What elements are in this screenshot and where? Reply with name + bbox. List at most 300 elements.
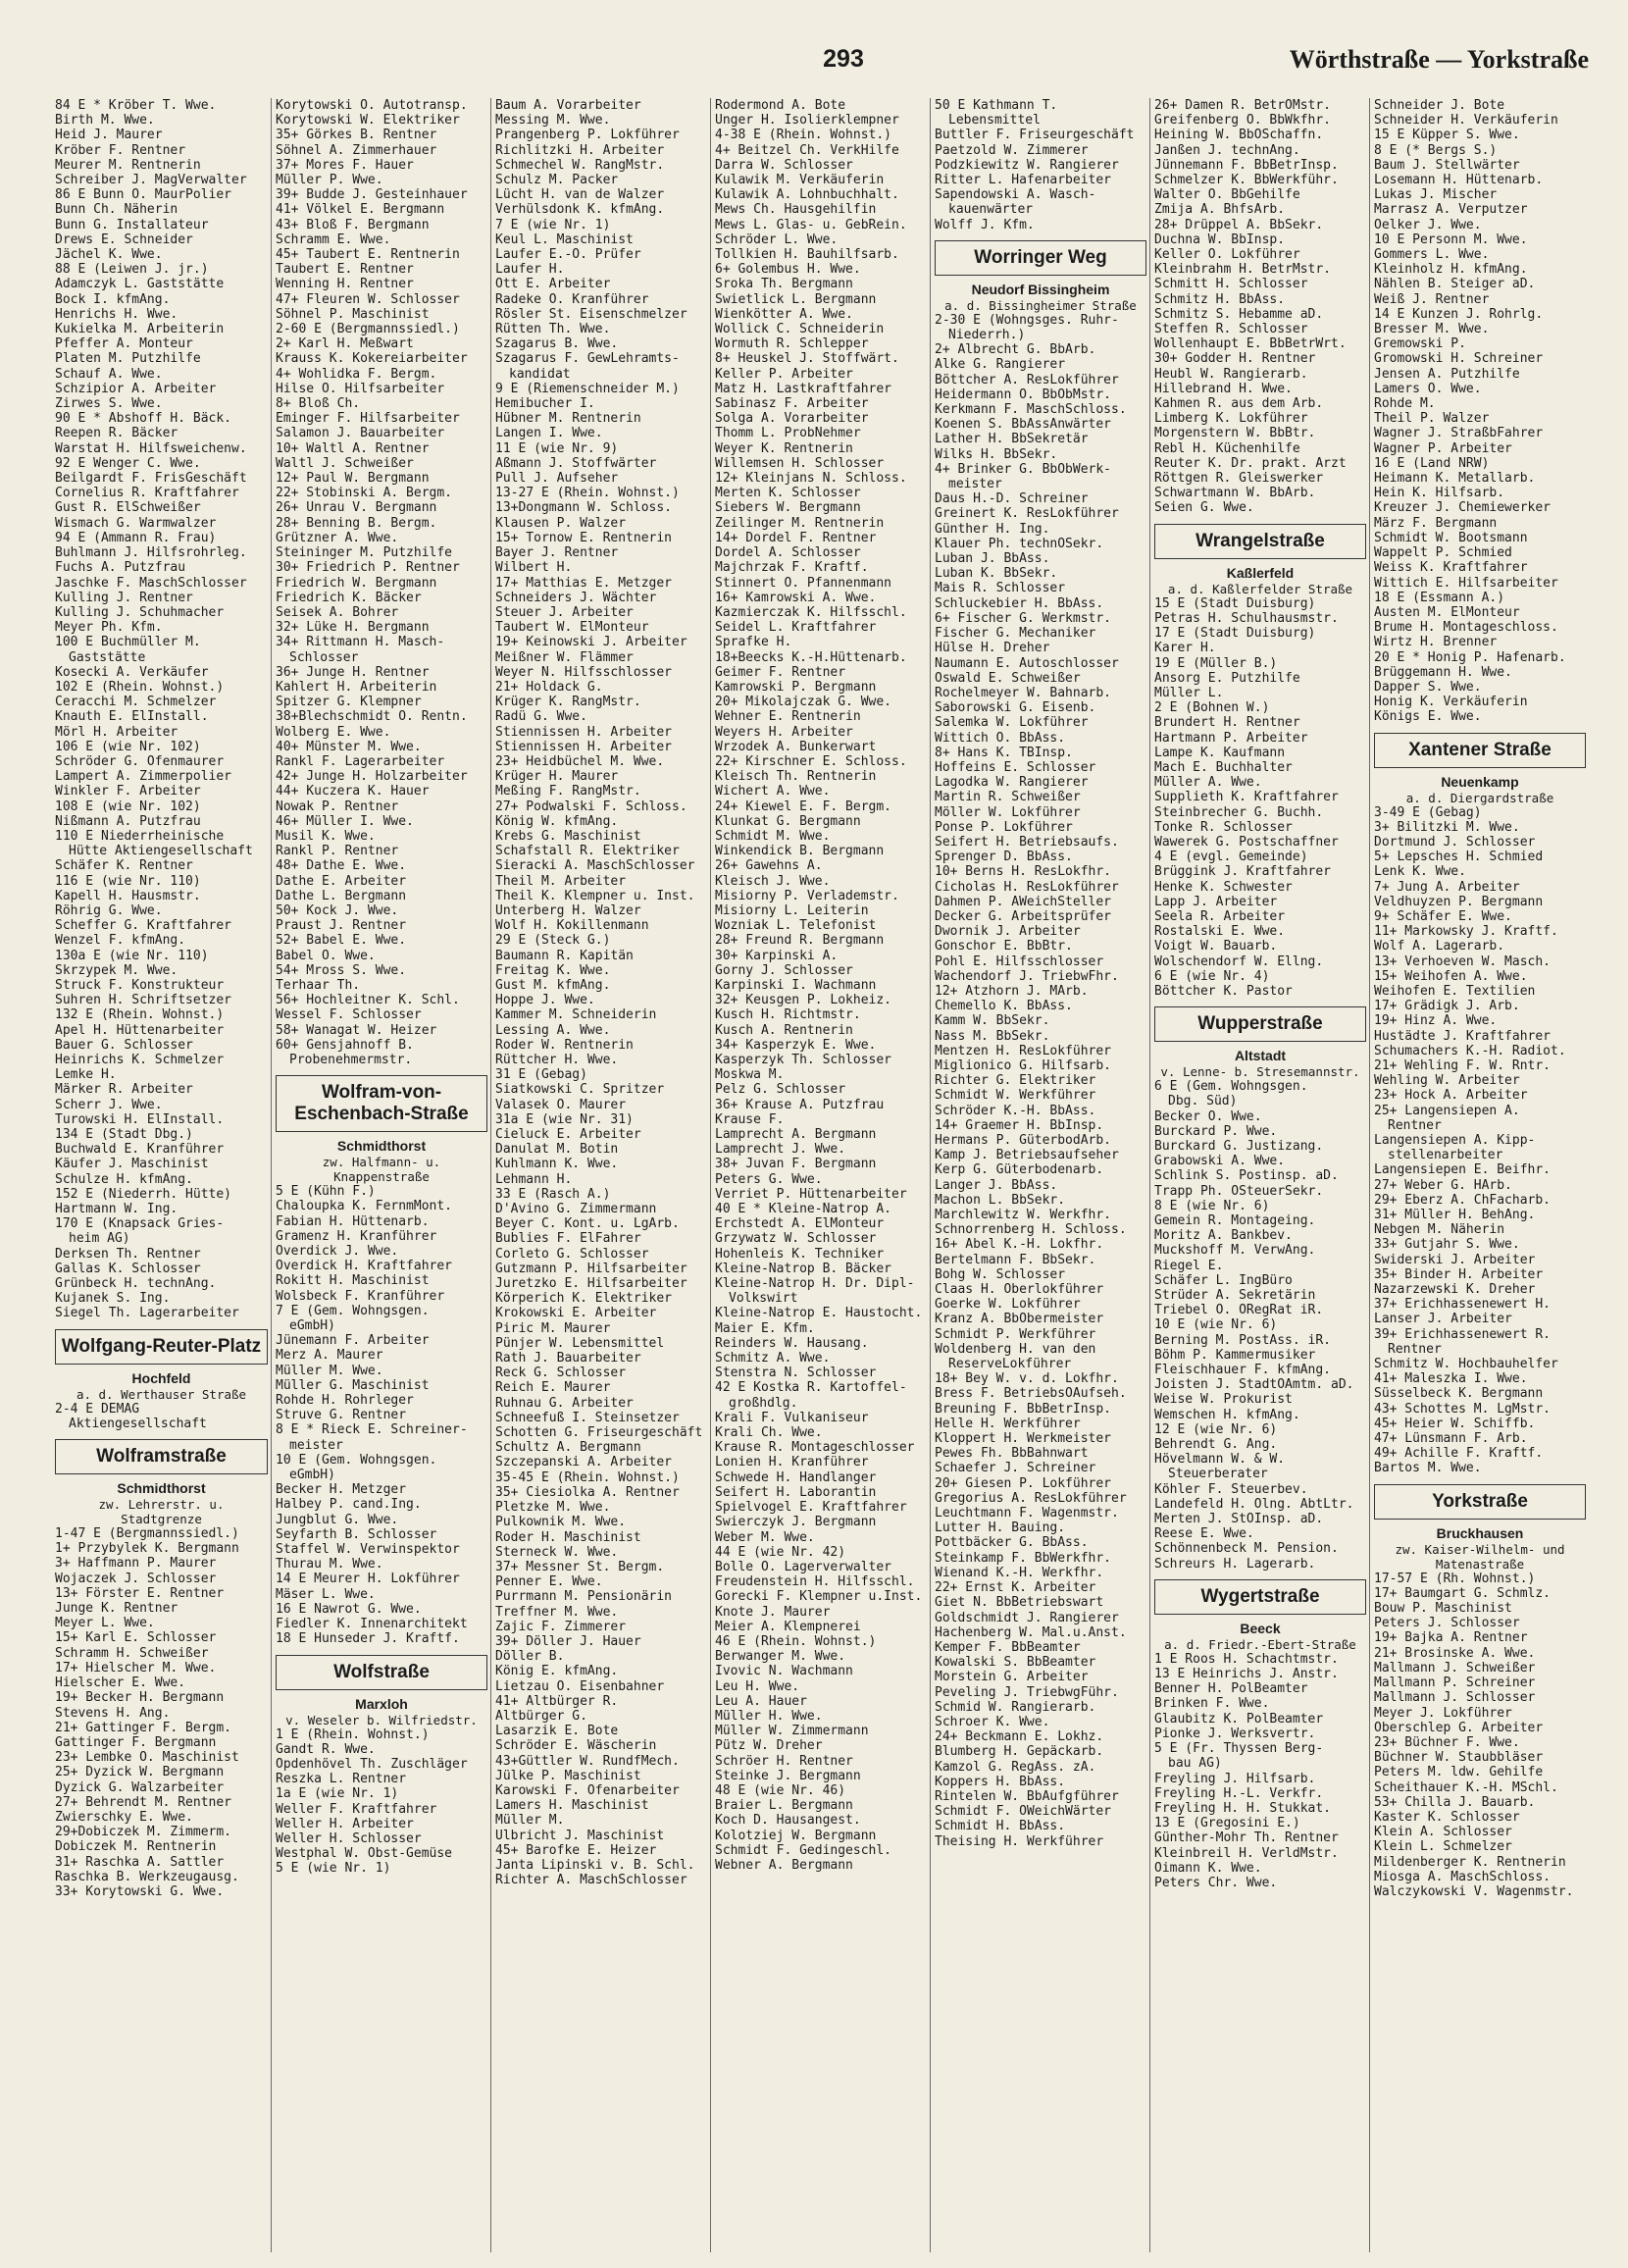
resident-entry: 15+ Karl E. Schlosser (55, 1630, 217, 1646)
resident-entry: 6 E (Gem. Wohngsgen. (1154, 1079, 1308, 1095)
resident-entry: Kamm W. BbSekr. (935, 1013, 1050, 1029)
resident-entry: Schröder G. Ofenmaurer (55, 753, 225, 769)
resident-entry: Gonschor E. BbBtr. (935, 939, 1073, 954)
resident-entry: Hülse H. Dreher (935, 641, 1050, 656)
resident-entry: Rankl P. Rentner (276, 844, 399, 859)
street-heading: Yorkstraße (1374, 1484, 1586, 1520)
resident-entry: Weller H. Schlosser (276, 1830, 422, 1846)
resident-entry: Fuchs A. Putzfrau (55, 560, 186, 576)
column-1 (51, 98, 271, 2252)
resident-entry: Weyers H. Arbeiter (715, 724, 853, 740)
resident-entry: Weber M. Wwe. (715, 1529, 815, 1545)
street-location: a. d. Friedr.-Ebert-Straße (1164, 1636, 1356, 1652)
resident-entry: 31+ Müller H. BehAng. (1374, 1208, 1536, 1223)
resident-entry: Buhlmann J. Hilfsrohrleg. (55, 545, 247, 561)
resident-entry: Kusch A. Rentnerin (715, 1022, 853, 1038)
entry-continuation: Steuerberater (1168, 1467, 1268, 1482)
resident-entry: Müller W. Zimmermann (715, 1724, 869, 1739)
resident-entry: 47+ Fleuren W. Schlosser (276, 291, 460, 307)
resident-entry: Siegel Th. Lagerarbeiter (55, 1306, 239, 1321)
resident-entry: Henrichs H. Wwe. (55, 306, 178, 322)
resident-entry: Schauf A. Wwe. (55, 366, 163, 382)
resident-entry: 43+Güttler W. RundfMech. (495, 1753, 680, 1769)
resident-entry: Wolf A. Lagerarb. (1374, 939, 1505, 954)
resident-entry: Reck G. Schlosser (495, 1366, 627, 1381)
resident-entry: Schmitz W. Hochbauhelfer (1374, 1357, 1558, 1372)
resident-entry: Solga A. Vorarbeiter (715, 411, 869, 427)
resident-entry: 9+ Schäfer E. Wwe. (1374, 908, 1512, 924)
resident-entry: Schultz A. Bergmann (495, 1440, 641, 1456)
resident-entry: Stinnert O. Pfannenmann (715, 575, 892, 591)
resident-entry: 60+ Gensjahnoff B. (276, 1037, 414, 1053)
resident-entry: Kosecki A. Verkäufer (55, 664, 209, 680)
entry-continuation: heim AG) (69, 1231, 130, 1247)
resident-entry: Söhnel A. Zimmerhauer (276, 142, 437, 158)
resident-entry: Pletzke M. Wwe. (495, 1500, 611, 1516)
street-heading: Wupperstraße (1154, 1006, 1366, 1042)
resident-entry: Pionke J. Werksvertr. (1154, 1726, 1316, 1741)
resident-entry: 12+ Paul W. Bergmann (276, 471, 430, 487)
resident-entry: 110 E Niederrheinische (55, 828, 225, 844)
resident-entry: Bunn G. Installateur (55, 217, 209, 232)
resident-entry: 4 E (evgl. Gemeinde) (1154, 850, 1308, 865)
resident-entry: 11+ Markowsky J. Kraftf. (1374, 924, 1558, 940)
resident-entry: 8+ Heuskel J. Stoffwärt. (715, 351, 899, 367)
resident-entry: 21+ Wehling F. W. Rntr. (1374, 1057, 1552, 1073)
resident-entry: Gorny J. Schlosser (715, 962, 853, 978)
street-heading: Worringer Weg (935, 240, 1146, 276)
resident-entry: Westphal W. Obst-Gemüse (276, 1846, 453, 1862)
resident-entry: Schramm H. Schweißer (55, 1645, 209, 1661)
resident-entry: Martin R. Schweißer (935, 790, 1081, 805)
resident-entry: Janta Lipinski v. B. Schl. (495, 1857, 695, 1873)
resident-entry: Ruhnau G. Arbeiter (495, 1395, 634, 1411)
resident-entry: Wormuth R. Schlepper (715, 336, 869, 352)
resident-entry: Königs E. Wwe. (1374, 709, 1482, 725)
resident-entry: Schneider H. Verkäuferin (1374, 113, 1558, 129)
resident-entry: 20 E * Honig P. Hafenarb. (1374, 649, 1566, 665)
resident-entry: 13 E (Gregosini E.) (1154, 1816, 1300, 1831)
resident-entry: Kleine-Natrop E. Haustocht. (715, 1306, 923, 1321)
entry-continuation: Volkswirt (729, 1291, 798, 1307)
resident-entry: Hartmann W. Ing. (55, 1202, 178, 1217)
resident-entry: Wolschendorf W. Ellng. (1154, 954, 1324, 969)
resident-entry: 35+ Görkes B. Rentner (276, 128, 437, 143)
resident-entry: 1-47 E (Bergmannssiedl.) (55, 1526, 239, 1542)
resident-entry: Thomm L. ProbNehmer (715, 426, 861, 441)
resident-entry: Radeke O. Kranführer (495, 291, 649, 307)
resident-entry: Luban J. BbAss. (935, 551, 1050, 567)
street-location: a. d. Bissingheimer Straße (944, 297, 1137, 313)
resident-entry: Schmidt W. Werkführer (935, 1088, 1096, 1104)
resident-entry: Wismach G. Warmwalzer (55, 515, 217, 531)
resident-entry: Peters G. Wwe. (715, 1171, 823, 1187)
resident-entry: Purrmann M. Pensionärin (495, 1589, 673, 1605)
resident-entry: Zirwes S. Wwe. (55, 396, 163, 412)
resident-entry: Schwartmann W. BbArb. (1154, 486, 1316, 501)
resident-entry: Baumann R. Kapitän (495, 948, 634, 963)
resident-entry: Matz H. Lastkraftfahrer (715, 381, 892, 396)
resident-entry: 108 E (wie Nr. 102) (55, 799, 201, 814)
resident-entry: 37+ Erichhassenewert H. (1374, 1297, 1552, 1313)
resident-entry: Merten J. StOInsp. aD. (1154, 1512, 1324, 1527)
resident-entry: Laufer H. (495, 262, 565, 278)
resident-entry: Richter A. MaschSchlosser (495, 1873, 687, 1888)
resident-entry: Schluckebier H. BbAss. (935, 595, 1104, 611)
resident-entry: Schmidt P. Werkführer (935, 1326, 1096, 1342)
resident-entry: Wolsbeck F. Kranführer (276, 1288, 445, 1304)
resident-entry: Szagarus F. GewLehramts- (495, 351, 680, 367)
resident-entry: 10 E Personn M. Wwe. (1374, 232, 1528, 247)
resident-entry: 37+ Messner St. Bergm. (495, 1559, 665, 1574)
resident-entry: Schulze H. kfmAng. (55, 1171, 193, 1187)
resident-entry: 42+ Junge H. Holzarbeiter (276, 769, 468, 785)
resident-entry: 43+ Bloß F. Bergmann (276, 217, 430, 232)
resident-entry: Dathe L. Bergmann (276, 888, 407, 903)
resident-entry: Wojaczek J. Schlosser (55, 1571, 217, 1586)
resident-entry: Krüger H. Maurer (495, 769, 619, 785)
resident-entry: Hustädte J. Kraftfahrer (1374, 1028, 1552, 1044)
resident-entry: Steuer J. Arbeiter (495, 604, 634, 620)
resident-entry: Siatkowski C. Spritzer (495, 1082, 665, 1098)
resident-entry: 17+ Baumgart G. Schmlz. (1374, 1585, 1552, 1601)
resident-entry: Müller P. Wwe. (276, 173, 383, 188)
resident-entry: Theil P. Walzer (1374, 411, 1490, 427)
resident-entry: Langen I. Wwe. (495, 426, 603, 441)
resident-entry: Schmidt F. Gedingeschl. (715, 1842, 892, 1858)
street-location: v. Weseler b. Wilfriedstr. (285, 1712, 478, 1727)
resident-entry: Merten K. Schlosser (715, 486, 861, 501)
resident-entry: Steffen R. Schlosser (1154, 322, 1308, 337)
resident-entry: 130a E (wie Nr. 110) (55, 948, 209, 963)
resident-entry: Röhrig G. Wwe. (55, 902, 163, 918)
resident-entry: 15+ Weihofen A. Wwe. (1374, 968, 1528, 984)
resident-entry: Kamp J. Betriebsaufseher (935, 1148, 1119, 1163)
directory-columns (51, 98, 1589, 2252)
resident-entry: Keul L. Maschinist (495, 232, 634, 247)
resident-entry: Rösler St. Eisenschmelzer (495, 306, 687, 322)
resident-entry: Rodermond A. Bote (715, 98, 846, 113)
resident-entry: Strüder A. Sekretärin (1154, 1288, 1316, 1304)
resident-entry: Schwede H. Handlanger (715, 1469, 877, 1485)
resident-entry: Hillebrand H. Wwe. (1154, 381, 1293, 396)
resident-entry: König W. kfmAng. (495, 813, 619, 829)
resident-entry: Schumachers K.-H. Radiot. (1374, 1043, 1566, 1058)
resident-entry: Grzywatz W. Schlosser (715, 1231, 877, 1247)
resident-entry: 11 E (wie Nr. 9) (495, 440, 619, 456)
resident-entry: Sprafke H. (715, 635, 792, 650)
resident-entry: 32+ Keusgen P. Lokheiz. (715, 993, 892, 1008)
resident-entry: Koenen S. BbAssAnwärter (935, 417, 1112, 433)
resident-entry: Dordel A. Schlosser (715, 545, 861, 561)
resident-entry: Zwierschky E. Wwe. (55, 1809, 193, 1825)
resident-entry: 6+ Golembus H. Wwe. (715, 262, 861, 278)
resident-entry: Jaschke F. MaschSchlosser (55, 575, 247, 591)
resident-entry: Krokowski E. Arbeiter (495, 1306, 657, 1321)
resident-entry: Woldenberg H. van den (935, 1341, 1096, 1357)
resident-entry: Leu H. Wwe. (715, 1678, 800, 1694)
resident-entry: 50 E Kathmann T. (935, 98, 1058, 113)
resident-entry: Gromowski H. Schreiner (1374, 351, 1544, 367)
resident-entry: Rohde M. (1374, 396, 1436, 412)
resident-entry: Knote J. Maurer (715, 1604, 831, 1620)
resident-entry: 20+ Mikolajczak G. Wwe. (715, 695, 892, 710)
resident-entry: Breuning F. BbBetrInsp. (935, 1401, 1112, 1417)
resident-entry: Willemsen H. Schlosser (715, 455, 885, 471)
resident-entry: Rostalski E. Wwe. (1154, 924, 1286, 940)
entry-continuation: Niederrh.) (948, 328, 1026, 343)
resident-entry: 5 E (Kühn F.) (276, 1184, 376, 1200)
resident-entry: Steinbrecher G. Buchh. (1154, 804, 1324, 820)
resident-entry: Bartos M. Wwe. (1374, 1461, 1482, 1476)
resident-entry: Honig K. Verkäuferin (1374, 695, 1528, 710)
resident-entry: Gallas K. Schlosser (55, 1261, 201, 1276)
resident-entry: Webner A. Bergmann (715, 1857, 853, 1873)
resident-entry: 45+ Barofke E. Heizer (495, 1842, 657, 1858)
resident-entry: 5+ Lepsches H. Schmied (1374, 850, 1544, 865)
resident-entry: Freyling H.-L. Verkfr. (1154, 1785, 1324, 1801)
resident-entry: Hohenleis K. Techniker (715, 1246, 885, 1262)
resident-entry: Jünemann F. Arbeiter (276, 1333, 430, 1349)
resident-entry: 84 E * Kröber T. Wwe. (55, 98, 217, 113)
resident-entry: 17+ Matthias E. Metzger (495, 575, 673, 591)
resident-entry: 42 E Kostka R. Kartoffel- (715, 1380, 907, 1396)
column-3 (490, 98, 710, 2252)
district-name: Kaßlerfeld (1226, 564, 1295, 581)
resident-entry: Zajic F. Zimmerer (495, 1619, 627, 1634)
resident-entry: Oimann K. Wwe. (1154, 1860, 1262, 1876)
resident-entry: Wessel F. Schlosser (276, 1007, 422, 1023)
resident-entry: Müller M. Wwe. (276, 1363, 383, 1378)
resident-entry: Halbey P. cand.Ing. (276, 1497, 422, 1513)
resident-entry: 33 E (Rasch A.) (495, 1186, 611, 1202)
resident-entry: Wittich O. BbAss. (935, 730, 1066, 746)
resident-entry: Gust R. ElSchweißer (55, 500, 201, 516)
resident-entry: Wemschen H. kfmAng. (1154, 1407, 1300, 1422)
resident-entry: Grützner A. Wwe. (276, 530, 399, 545)
street-heading: Xantener Straße (1374, 733, 1586, 768)
resident-entry: Ponse P. Lokführer (935, 819, 1073, 835)
resident-entry: Meyer J. Lokführer (1374, 1705, 1512, 1721)
resident-entry: Kaster K. Schlosser (1374, 1809, 1520, 1825)
street-heading: Wrangelstraße (1154, 524, 1366, 559)
resident-entry: Schönnenbeck M. Pension. (1154, 1541, 1339, 1557)
column-5 (930, 98, 1149, 2252)
resident-entry: Wagner P. Arbeiter (1374, 440, 1512, 456)
resident-entry: Swietlick L. Bergmann (715, 291, 877, 307)
resident-entry: Moskwa M. (715, 1067, 785, 1083)
resident-entry: 26+ Damen R. BetrOMstr. (1154, 98, 1332, 113)
resident-entry: Winkler F. Arbeiter (55, 784, 201, 799)
resident-entry: Luban K. BbSekr. (935, 566, 1058, 582)
resident-entry: 22+ Stobinski A. Bergm. (276, 486, 453, 501)
resident-entry: Sprenger D. BbAss. (935, 850, 1073, 865)
resident-entry: 152 E (Niederrh. Hütte) (55, 1186, 232, 1202)
resident-entry: Daus H.-D. Schreiner (935, 491, 1089, 507)
resident-entry: Röttgen R. Gleiswerker (1154, 471, 1324, 487)
resident-entry: Cieluck E. Arbeiter (495, 1127, 641, 1143)
resident-entry: Schlink S. Postinsp. aD. (1154, 1168, 1339, 1184)
resident-entry: Lietzau O. Eisenbahner (495, 1678, 665, 1694)
resident-entry: Kemper F. BbBeamter (935, 1639, 1081, 1655)
resident-entry: Giet N. BbBetriebswart (935, 1595, 1104, 1611)
column-7 (1369, 98, 1589, 2252)
district-name: Altstadt (1234, 1048, 1287, 1064)
resident-entry: Gandt R. Wwe. (276, 1741, 376, 1757)
resident-entry: 4+ Brinker G. BbObWerk- (935, 461, 1112, 477)
resident-entry: Hermans P. GüterbodArb. (935, 1133, 1112, 1148)
resident-entry: 18 E (Essmann A.) (1374, 590, 1505, 605)
resident-entry: Bresser M. Wwe. (1374, 322, 1490, 337)
resident-entry: Suhren H. Schriftsetzer (55, 993, 232, 1008)
resident-entry: Freyling J. Hilfsarb. (1154, 1771, 1316, 1786)
resident-entry: Veldhuyzen P. Bergmann (1374, 894, 1544, 909)
resident-entry: Turowski H. ElInstall. (55, 1111, 225, 1127)
resident-entry: 18+Beecks K.-H.Hüttenarb. (715, 649, 907, 665)
resident-entry: Wichert A. Wwe. (715, 784, 831, 799)
resident-entry: Beyer C. Kont. u. LgArb. (495, 1216, 680, 1232)
resident-entry: Behrendt G. Ang. (1154, 1437, 1278, 1453)
resident-entry: Müller A. Wwe. (1154, 775, 1262, 791)
resident-entry: 1+ Przybylek K. Bergmann (55, 1541, 239, 1557)
resident-entry: Unger H. Isolierklempner (715, 113, 899, 129)
resident-entry: Pulkownik M. Wwe. (495, 1515, 627, 1530)
resident-entry: Meßing F. RangMstr. (495, 784, 641, 799)
resident-entry: König E. kfmAng. (495, 1664, 619, 1679)
resident-entry: 52+ Babel E. Wwe. (276, 933, 407, 949)
entry-continuation: Aktiengesellschaft (69, 1416, 207, 1431)
resident-entry: Dathe E. Arbeiter (276, 873, 407, 889)
street-heading: Wygertstraße (1154, 1579, 1366, 1615)
resident-entry: Steinkamp F. BbWerkfhr. (935, 1550, 1112, 1566)
resident-entry: 24+ Kiewel E. F. Bergm. (715, 799, 892, 814)
resident-entry: Brume H. Montageschloss. (1374, 620, 1558, 636)
resident-entry: Stenstra N. Schlosser (715, 1366, 877, 1381)
resident-entry: Verhülsdonk K. kfmAng. (495, 202, 665, 218)
resident-entry: 29 E (Steck G.) (495, 933, 611, 949)
resident-entry: Kleisch J. Wwe. (715, 873, 831, 889)
resident-entry: 12+ Atzhorn J. MArb. (935, 983, 1089, 999)
resident-entry: Hartmann P. Arbeiter (1154, 730, 1308, 746)
resident-entry: Schröer H. Rentner (715, 1753, 853, 1769)
resident-entry: Pottbäcker G. BbAss. (935, 1535, 1089, 1551)
resident-entry: Duchna W. BbInsp. (1154, 232, 1286, 247)
resident-entry: Günther-Mohr Th. Rentner (1154, 1830, 1339, 1846)
resident-entry: Henke K. Schwester (1154, 879, 1293, 895)
resident-entry: 9 E (Riemenschneider M.) (495, 381, 680, 396)
resident-entry: Grünbeck H. technAng. (55, 1276, 217, 1292)
resident-entry: 14 E Kunzen J. Rohrlg. (1374, 306, 1544, 322)
resident-entry: Piric M. Maurer (495, 1320, 611, 1336)
entry-continuation: ReserveLokführer (948, 1357, 1072, 1372)
resident-entry: Swiderski J. Arbeiter (1374, 1252, 1536, 1267)
resident-entry: Kulawik M. Verkäuferin (715, 173, 885, 188)
resident-entry: 26+ Unrau V. Bergmann (276, 500, 437, 516)
resident-entry: Hoffeins E. Schlosser (935, 759, 1096, 775)
resident-entry: 28+ Drüppel A. BbSekr. (1154, 217, 1324, 232)
resident-entry: Apel H. Hüttenarbeiter (55, 1022, 225, 1038)
resident-entry: Kulling J. Schuhmacher (55, 604, 225, 620)
resident-entry: Walter O. BbGehilfe (1154, 187, 1300, 203)
resident-entry: Seifert H. Betriebsaufs. (935, 834, 1119, 850)
resident-entry: Sroka Th. Bergmann (715, 277, 853, 292)
resident-entry: 7+ Jung A. Arbeiter (1374, 879, 1520, 895)
resident-entry: Bohg W. Schlosser (935, 1266, 1066, 1282)
resident-entry: 132 E (Rhein. Wohnst.) (55, 1007, 225, 1023)
resident-entry: Schmidt H. BbAss. (935, 1819, 1066, 1834)
resident-entry: Seifert H. Laborantin (715, 1484, 877, 1500)
resident-entry: Schafstall R. Elektriker (495, 844, 680, 859)
resident-entry: 30+ Friedrich P. Rentner (276, 560, 460, 576)
resident-entry: 33+ Gutjahr S. Wwe. (1374, 1237, 1520, 1253)
resident-entry: Zeilinger M. Rentnerin (715, 515, 885, 531)
resident-entry: Weller H. Arbeiter (276, 1816, 414, 1831)
resident-entry: Dapper S. Wwe. (1374, 679, 1482, 695)
resident-entry: Schröder L. Wwe. (715, 232, 839, 247)
district-name: Bruckhausen (1436, 1524, 1524, 1541)
resident-entry: Hövelmann W. & W. (1154, 1452, 1286, 1468)
resident-entry: Steininger M. Putzhilfe (276, 545, 453, 561)
entry-continuation: meister (289, 1437, 343, 1453)
street-heading: Wolframstraße (55, 1439, 268, 1474)
resident-entry: Kleinholz H. kfmAng. (1374, 262, 1528, 278)
resident-entry: 16 E Nawrot G. Wwe. (276, 1601, 422, 1617)
resident-entry: 3+ Bilitzki M. Wwe. (1374, 819, 1520, 835)
resident-entry: Mews L. Glas- u. GebRein. (715, 217, 907, 232)
resident-entry: 17+ Grädigk J. Arb. (1374, 999, 1520, 1014)
district-name: Schmidthorst (117, 1480, 206, 1497)
resident-entry: März F. Bergmann (1374, 515, 1498, 531)
resident-entry: Landefeld H. Olng. AbtLtr. (1154, 1496, 1354, 1512)
resident-entry: Naumann E. Autoschlosser (935, 655, 1119, 671)
street-heading: Wolfram-von-Eschenbach-Straße (276, 1075, 487, 1132)
resident-entry: 2-4 E DEMAG (55, 1401, 140, 1417)
resident-entry: Nowak P. Rentner (276, 799, 399, 814)
resident-entry: Meurer M. Rentnerin (55, 157, 201, 173)
resident-entry: 1 E Roos H. Schachtmstr. (1154, 1651, 1339, 1667)
resident-entry: Radü G. Wwe. (495, 709, 587, 725)
resident-entry: Meißner W. Flämmer (495, 649, 634, 665)
resident-entry: Lemke H. (55, 1067, 117, 1083)
resident-entry: Danulat M. Botin (495, 1142, 619, 1158)
resident-entry: Keller O. Lokführer (1154, 247, 1300, 263)
resident-entry: 2-30 E (Wohngsges. Ruhr- (935, 312, 1119, 328)
resident-entry: 18 E Hunseder J. Kraftf. (276, 1631, 460, 1647)
street-location: Matenastraße (1435, 1556, 1525, 1572)
resident-entry: 22+ Kirschner E. Schloss. (715, 753, 907, 769)
resident-entry: Döller B. (495, 1649, 565, 1665)
resident-entry: 88 E (Leiwen J. jr.) (55, 262, 209, 278)
resident-entry: Hemibucher I. (495, 396, 595, 412)
resident-entry: Muckshoff M. VerwAng. (1154, 1243, 1316, 1259)
entry-continuation: stellenarbeiter (1388, 1148, 1503, 1163)
resident-entry: 41+ Maleszka I. Wwe. (1374, 1371, 1528, 1387)
resident-entry: Platen M. Putzhilfe (55, 351, 201, 367)
resident-entry: 1 E (Rhein. Wohnst.) (276, 1727, 430, 1742)
resident-entry: 33+ Korytowski G. Wwe. (55, 1883, 225, 1899)
resident-entry: Gattinger F. Bergmann (55, 1734, 217, 1750)
resident-entry: Reese E. Wwe. (1154, 1526, 1254, 1542)
resident-entry: Greinert K. ResLokführer (935, 506, 1119, 522)
resident-entry: 46+ Müller I. Wwe. (276, 813, 414, 829)
resident-entry: 25+ Langensiepen A. (1374, 1103, 1520, 1118)
resident-entry: Fiedler K. Innenarchitekt (276, 1617, 468, 1632)
resident-entry: Rütten Th. Wwe. (495, 322, 611, 337)
resident-entry: Lamers O. Wwe. (1374, 381, 1482, 396)
resident-entry: Dahmen P. AWeichSteller (935, 894, 1112, 909)
resident-entry: Freudenstein H. Hilfsschl. (715, 1574, 915, 1590)
resident-entry: Freyling H. H. Stukkat. (1154, 1800, 1332, 1816)
